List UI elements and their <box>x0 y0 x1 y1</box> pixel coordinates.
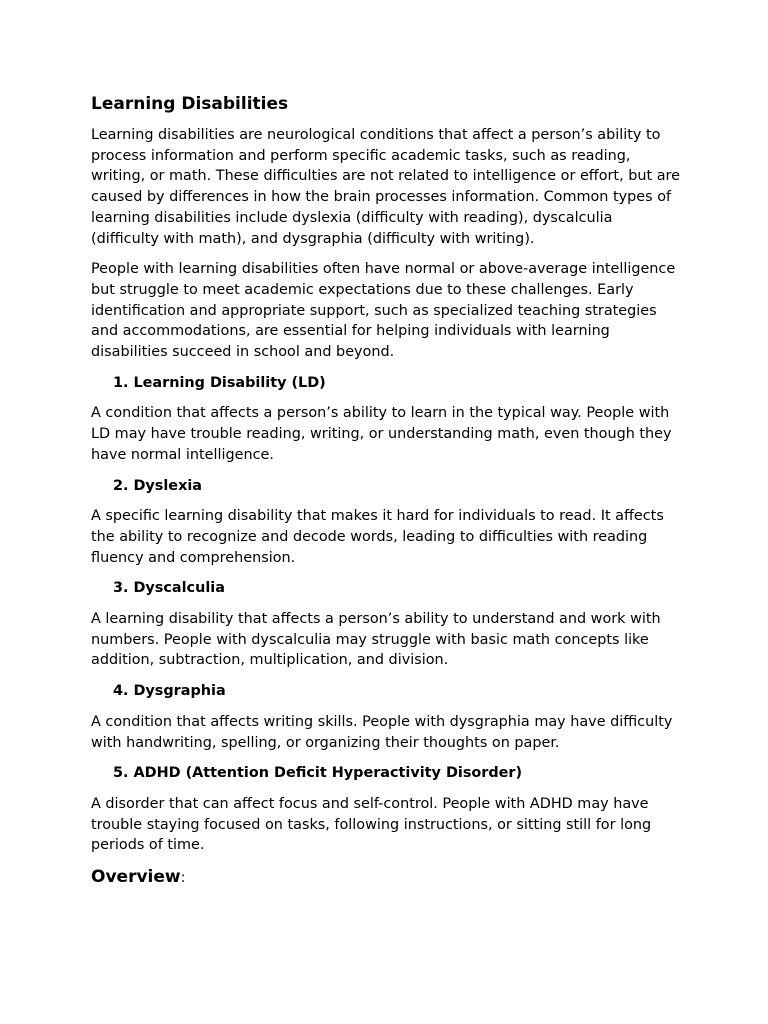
section-adhd <box>91 763 680 856</box>
section-heading <box>91 578 680 599</box>
section-number: 5. <box>113 765 129 782</box>
section-number: 3. <box>113 580 129 597</box>
section-title: Dysgraphia <box>133 683 226 700</box>
overview-label: Overview <box>91 867 181 888</box>
section-heading <box>91 476 680 497</box>
section-body: A disorder that can affect focus and self-control. People with ADHD may have trouble staying focused on tasks, following instructions, or sitting still for long periods of time. <box>91 795 652 854</box>
section-title: Dyscalculia <box>133 580 225 597</box>
section-dyscalculia <box>91 578 680 671</box>
section-body: A condition that affects writing skills. People with dysgraphia may have difficulty with handwriting, spelling, or organizing their thoughts on paper. <box>91 713 673 751</box>
section-body: A condition that affects a person’s ability to learn in the typical way. People with LD may have trouble reading, writing, or understanding math, even though they have normal intelligence. <box>91 405 672 463</box>
section-body: A specific learning disability that makes it hard for individuals to read. It affects the ability to recognize and decode words, leading to difficulties with reading fluency and comprehension. <box>91 508 664 566</box>
section-heading <box>91 373 680 394</box>
section-learning-disability <box>91 373 680 466</box>
section-number: 1. <box>113 374 129 391</box>
intro-paragraph-2: People with learning disabilities often have normal or above-average intelligence but struggle to meet academic expectations due to these challenges. Early identification and appropriate support, such as specialized teaching strategies and accommodations, are essential for helping individuals with learning disabilities succeed in school and beyond. <box>91 261 676 361</box>
section-heading <box>91 763 680 784</box>
overview-heading <box>91 866 680 889</box>
section-title: Learning Disability (LD) <box>133 374 326 391</box>
section-number: 2. <box>113 477 129 494</box>
section-dysgraphia <box>91 681 680 753</box>
section-dyslexia <box>91 476 680 569</box>
section-heading <box>91 681 680 702</box>
section-number: 4. <box>113 683 129 700</box>
section-title: ADHD (Attention Deficit Hyperactivity Disorder) <box>133 765 523 782</box>
section-body: A learning disability that affects a person’s ability to understand and work with numbers. People with dyscalculia may struggle with basic math concepts like addition, subtraction, multiplication, and division. <box>91 611 661 669</box>
overview-colon: : <box>180 870 186 887</box>
intro-paragraph-1: Learning disabilities are neurological conditions that affect a person’s ability to process information and perform specific academic tasks, such as reading, writing, or math. These difficulties are not related to intelligence or effort, but are caused by differences in how the brain processes information. Common types of learning disabilities include dyslexia (difficulty with reading), dyscalculia (difficulty with math), and dysgraphia (difficulty with writing). <box>91 127 680 247</box>
document-title: Learning Disabilities <box>91 94 289 114</box>
section-title: Dyslexia <box>133 477 202 494</box>
